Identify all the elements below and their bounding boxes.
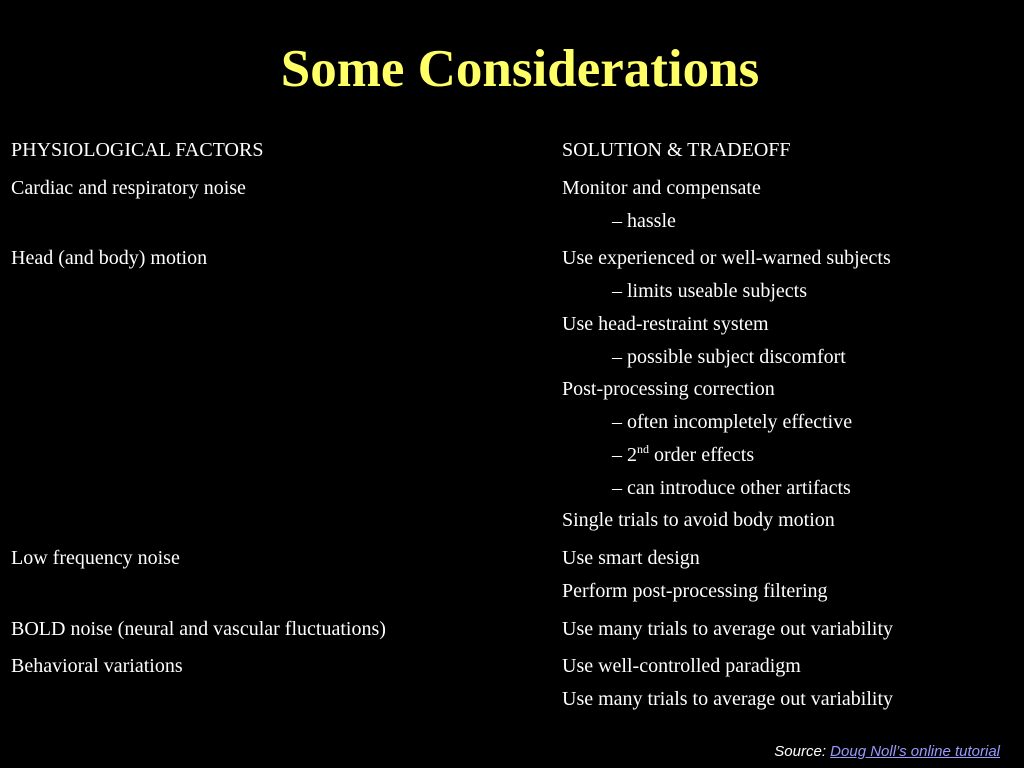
factors-header: PHYSIOLOGICAL FACTORS — [11, 139, 264, 161]
factor-behavioral: Behavioral variations — [11, 655, 183, 677]
source-tutorial-link[interactable]: Doug Noll’s online tutorial — [830, 743, 1000, 760]
source-citation — [774, 743, 1000, 760]
solutions-header: SOLUTION & TRADEOFF — [562, 139, 791, 161]
factor-low-frequency: Low frequency noise — [11, 547, 180, 569]
solution-smart-design: Use smart design — [562, 547, 700, 569]
solution-monitor: Monitor and compensate — [562, 177, 761, 199]
tradeoff-second-order-effects — [612, 443, 754, 467]
tradeoff-hassle: – hassle — [612, 210, 676, 232]
tradeoff-other-artifacts: – can introduce other artifacts — [612, 477, 851, 499]
factor-cardiac: Cardiac and respiratory noise — [11, 177, 246, 199]
solution-many-trials-behavioral: Use many trials to average out variability — [562, 688, 894, 710]
solution-many-trials-bold: Use many trials to average out variability — [562, 618, 894, 640]
tradeoff-second-order-prefix: – 2 — [612, 444, 637, 466]
source-label: Source: — [774, 743, 831, 760]
tradeoff-incompletely-effective: – often incompletely effective — [612, 411, 853, 433]
tradeoff-second-order-superscript: nd — [637, 442, 649, 456]
solution-post-processing-filtering: Perform post-processing filtering — [562, 580, 828, 602]
solution-well-controlled-paradigm: Use well-controlled paradigm — [562, 655, 801, 677]
tradeoff-discomfort: – possible subject discomfort — [612, 346, 846, 368]
solution-post-processing-correction: Post-processing correction — [562, 378, 775, 400]
solution-experienced-subjects: Use experienced or well-warned subjects — [562, 247, 891, 269]
factor-bold-noise: BOLD noise (neural and vascular fluctuations) — [11, 618, 386, 640]
factor-head-motion: Head (and body) motion — [11, 247, 208, 269]
tradeoff-limits-subjects: – limits useable subjects — [612, 280, 807, 302]
slide-title: Some Considerations — [280, 40, 760, 98]
tradeoff-second-order-suffix: order effects — [649, 444, 755, 466]
solution-single-trials: Single trials to avoid body motion — [562, 509, 835, 531]
solution-head-restraint: Use head-restraint system — [562, 313, 769, 335]
